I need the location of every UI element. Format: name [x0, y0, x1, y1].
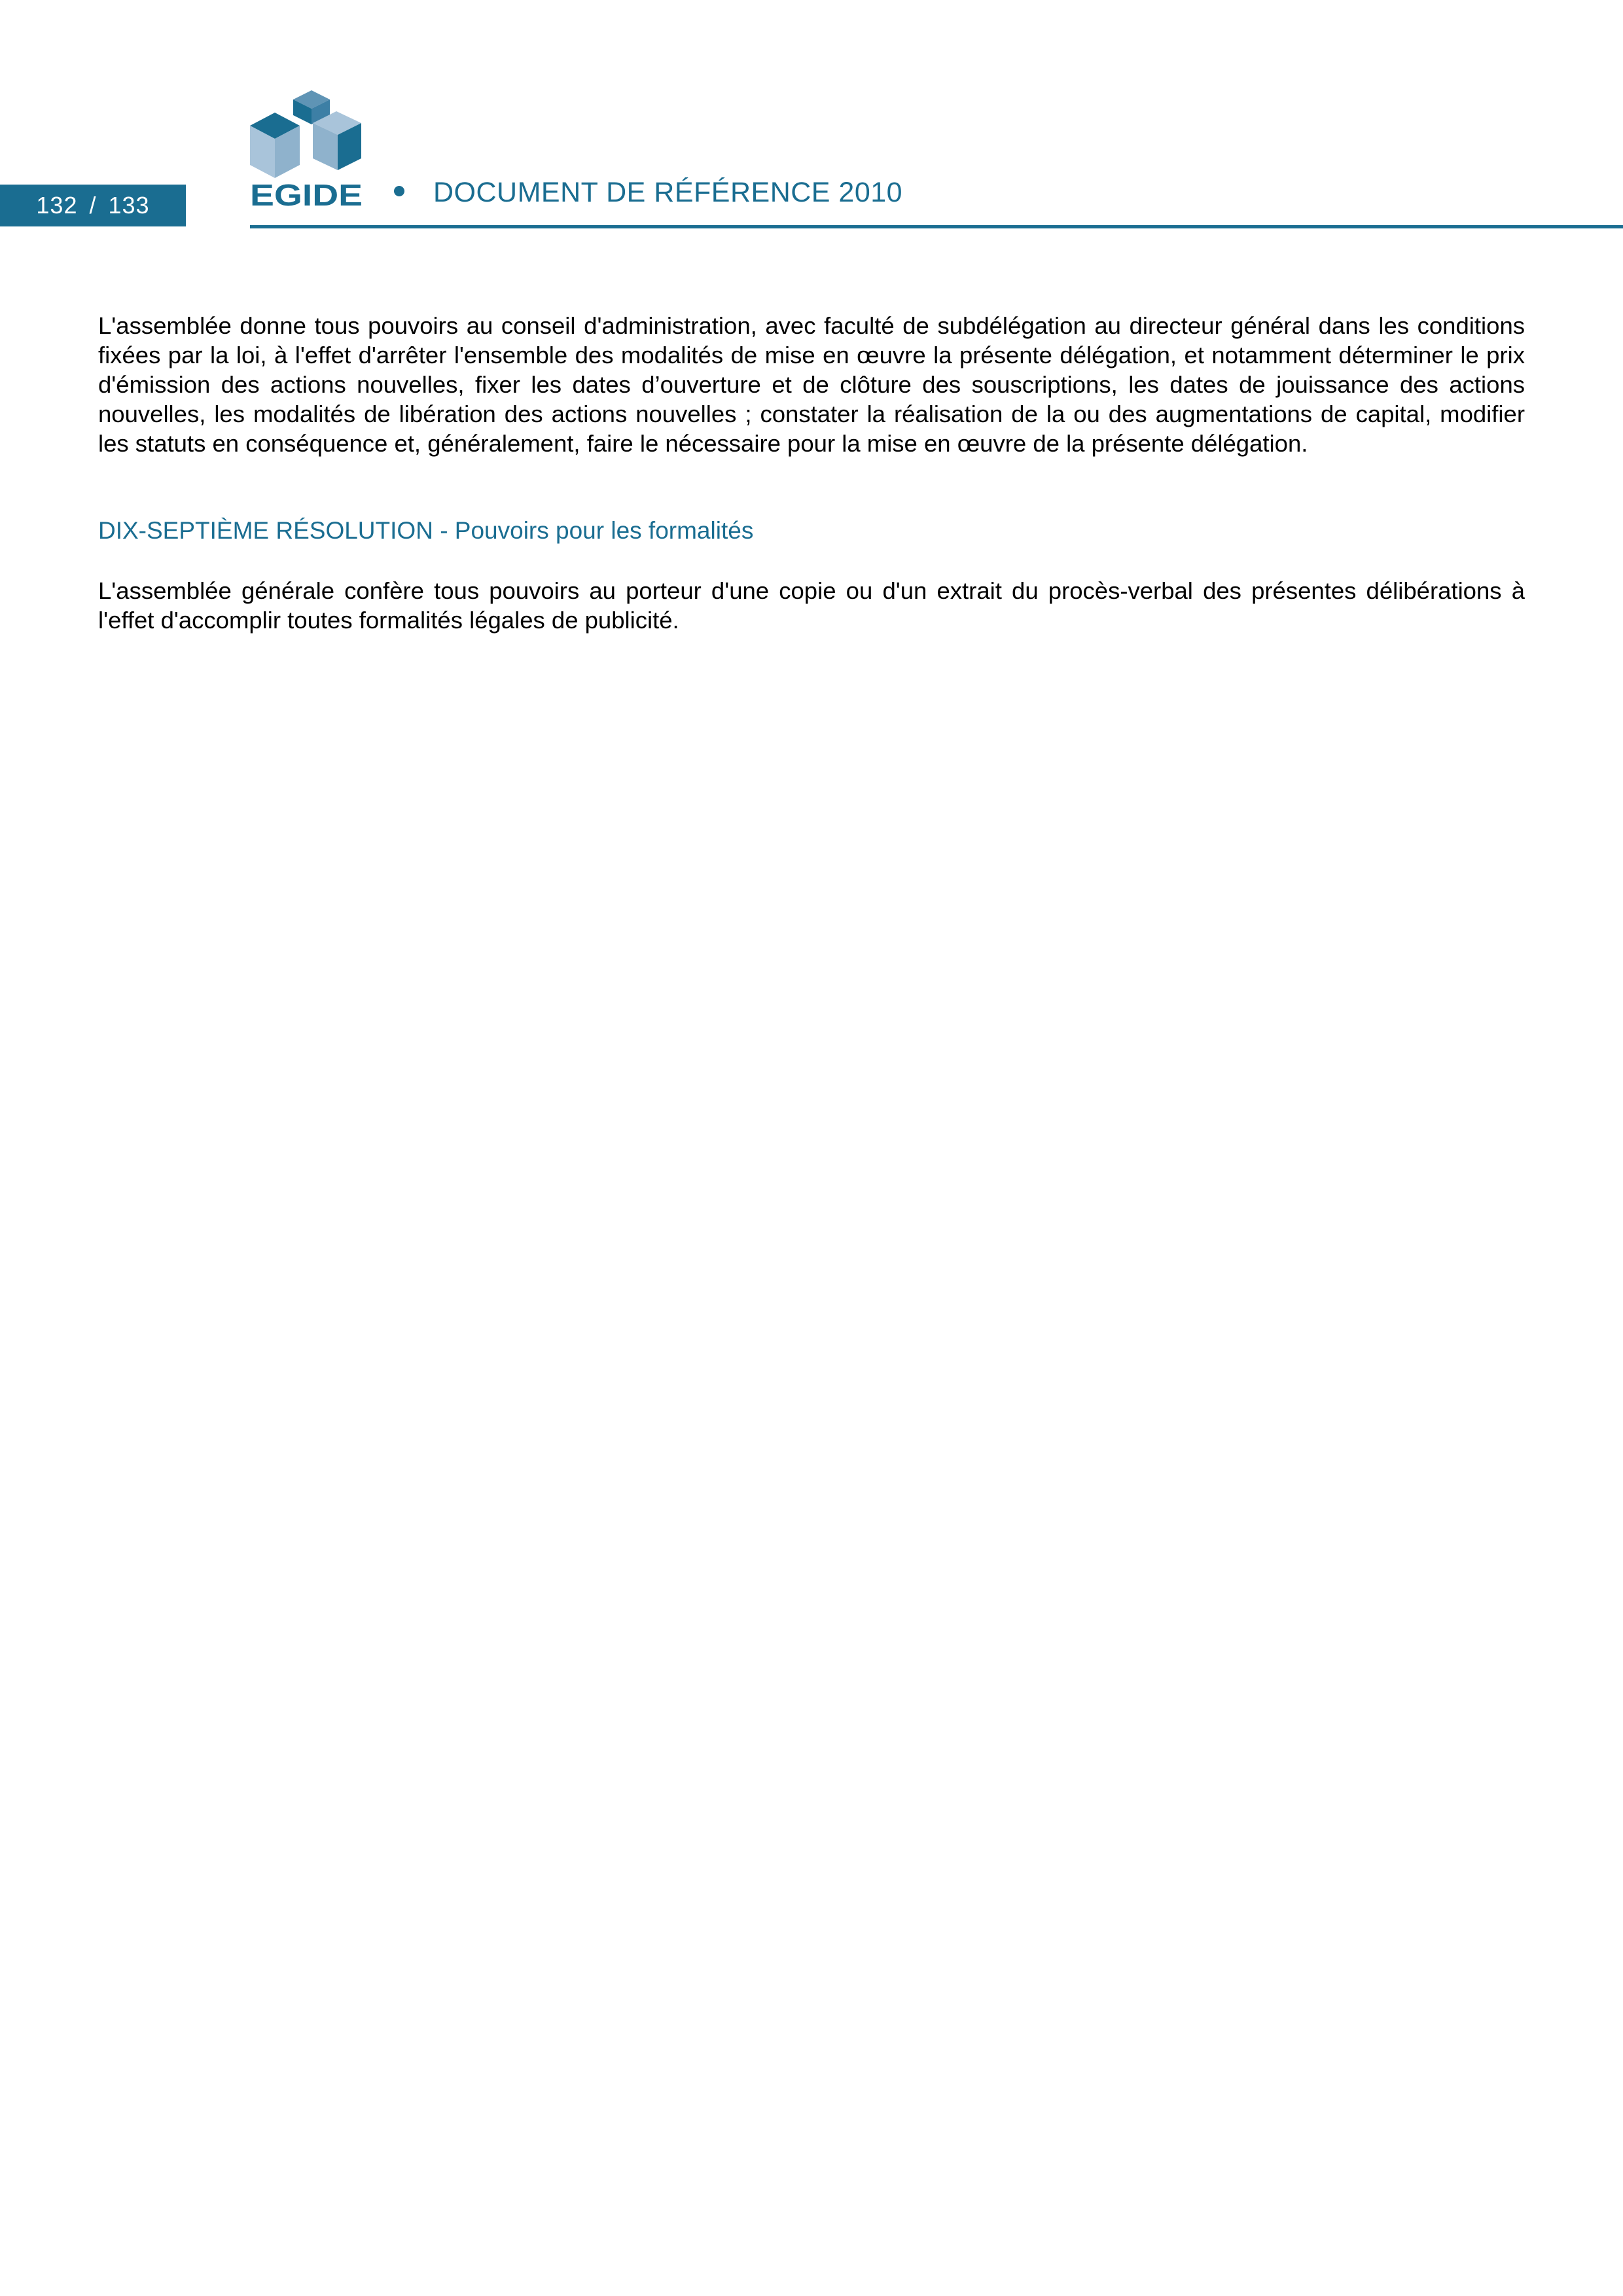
page-total: 133: [108, 192, 150, 219]
header-bullet: [394, 186, 404, 196]
header-divider: [250, 225, 1623, 228]
egide-logo: [249, 85, 364, 209]
paragraph-delegation-powers: L'assemblée donne tous pouvoirs au conseil d'administration, avec faculté de subdélégation au directeur général dans les conditions fixées par la loi, à l'effet d'arrêter l'ensemble des modalités de mise en œuvre la présente délégation, et notamment déterminer le prix d'émission des actions nouvelles, fixer les dates d’ouverture et de clôture des souscriptions, les dates de jouissance des actions nouvelles, les modalités de libération des actions nouvelles ; constater la réalisation de la ou des augmentations de capital, modifier les statuts en conséquence et, généralement, faire le nécessaire pour la mise en œuvre de la présente délégation.: [98, 312, 1525, 457]
page-current: 132: [36, 192, 78, 219]
document-title: DOCUMENT DE RÉFÉRENCE 2010: [433, 177, 903, 208]
page-number-badge: [0, 185, 186, 226]
page-separator: /: [89, 192, 97, 219]
section-heading: DIX-SEPTIÈME RÉSOLUTION - Pouvoirs pour les formalités: [98, 517, 754, 544]
logo-wordmark: EGIDE: [250, 178, 363, 209]
paragraph-formalities: L'assemblée générale confère tous pouvoirs au porteur d'une copie ou d'un extrait du procès-verbal des présentes délibérations à l'effet d'accomplir toutes formalités légales de publicité.: [98, 577, 1525, 634]
